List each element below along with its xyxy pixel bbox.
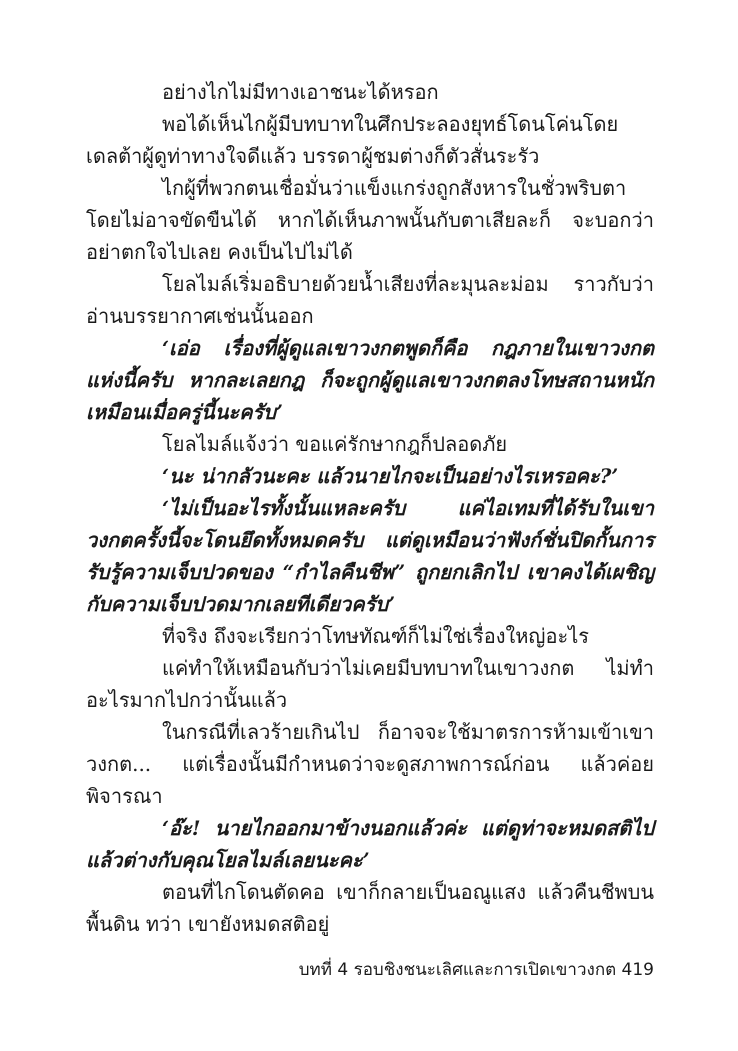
paragraph-9: ตอนที่ไกโดนตัดคอ เขาก็กลายเป็นอณูแสง แล้วคืนชีพบนพื้นดิน ทว่า เขายังหมดสติอยู่: [86, 880, 654, 936]
dialog-4: ‘อ๊ะ! นายไกออกมาข้างนอกแล้วค่ะ แต่ดูท่าจะหมดสติไปแล้วต่างกับคุณโยลไมล์เลยนะคะ’: [86, 816, 654, 872]
dialog-2: ‘นะ น่ากลัวนะคะ แล้วนายไกจะเป็นอย่างไรเหรอคะ?’: [162, 464, 619, 488]
running-footer: บทที่ 4 รอบชิงชนะเลิศและการเปิดเขาวงกต 419: [298, 960, 654, 980]
paragraph-1: อย่างไกไม่มีทางเอาชนะได้หรอก: [162, 80, 439, 104]
page-body: [86, 76, 654, 940]
dialog-1: ‘เอ่อ เรื่องที่ผู้ดูแลเขาวงกตพูดก็คือ กฎภายในเขาวงกตแห่งนี้ครับ หากละเลยกฎ ก็จะถูกผู้ดูแลเขาวงกตลงโทษสถานหนักเหมือนเมื่อครู่นี้นะครับ’: [86, 336, 654, 424]
paragraph-2: พอได้เห็นไกผู้มีบทบาทในศึกประลองยุทธ์โดนโค่นโดยเดลต้าผู้ดูท่าทางใจดีแล้ว บรรดาผู้ชมต่างก็ตัวสั่นระรัว: [86, 112, 619, 168]
paragraph-3: ไกผู้ที่พวกตนเชื่อมั่นว่าแข็งแกร่งถูกสังหารในชั่วพริบตา โดยไม่อาจขัดขืนได้ หากได้เห็นภาพนั้นกับตาเสียละก็ จะบอกว่า อย่าตกใจไปเลย คงเป็นไปไม่ได้: [86, 176, 654, 264]
paragraph-7: แค่ทำให้เหมือนกับว่าไม่เคยมีบทบาทในเขาวงกต ไม่ทำอะไรมากไปกว่านั้นแล้ว: [86, 656, 654, 712]
paragraph-6: ที่จริง ถึงจะเรียกว่าโทษทัณฑ์ก็ไม่ใช่เรื่องใหญ่อะไร: [162, 624, 590, 648]
paragraph-8: ในกรณีที่เลวร้ายเกินไป ก็อาจจะใช้มาตรการห้ามเข้าเขาวงกต... แต่เรื่องนั้นมีกำหนดว่าจะดูสภาพการณ์ก่อน แล้วค่อยพิจารณา: [86, 720, 654, 808]
paragraph-4: โยลไมล์เริ่มอธิบายด้วยน้ำเสียงที่ละมุนละม่อม ราวกับว่าอ่านบรรยากาศเช่นนั้นออก: [86, 272, 654, 328]
paragraph-5: โยลไมล์แจ้งว่า ขอแค่รักษากฎก็ปลอดภัย: [162, 432, 508, 456]
dialog-3: ‘ไม่เป็นอะไรทั้งนั้นแหละครับ แค่ไอเทมที่ได้รับในเขาวงกตครั้งนี้จะโดนยึดทั้งหมดครับ แต่ดูเหมือนว่าฟังก์ชั่นปิดกั้นการรับรู้ความเจ็บปวดของ “กำไลคืนชีพ” ถูกยกเลิกไป เขาคงได้เผชิญกับความเจ็บปวดมากเลยทีเดียวครับ’: [86, 496, 654, 616]
